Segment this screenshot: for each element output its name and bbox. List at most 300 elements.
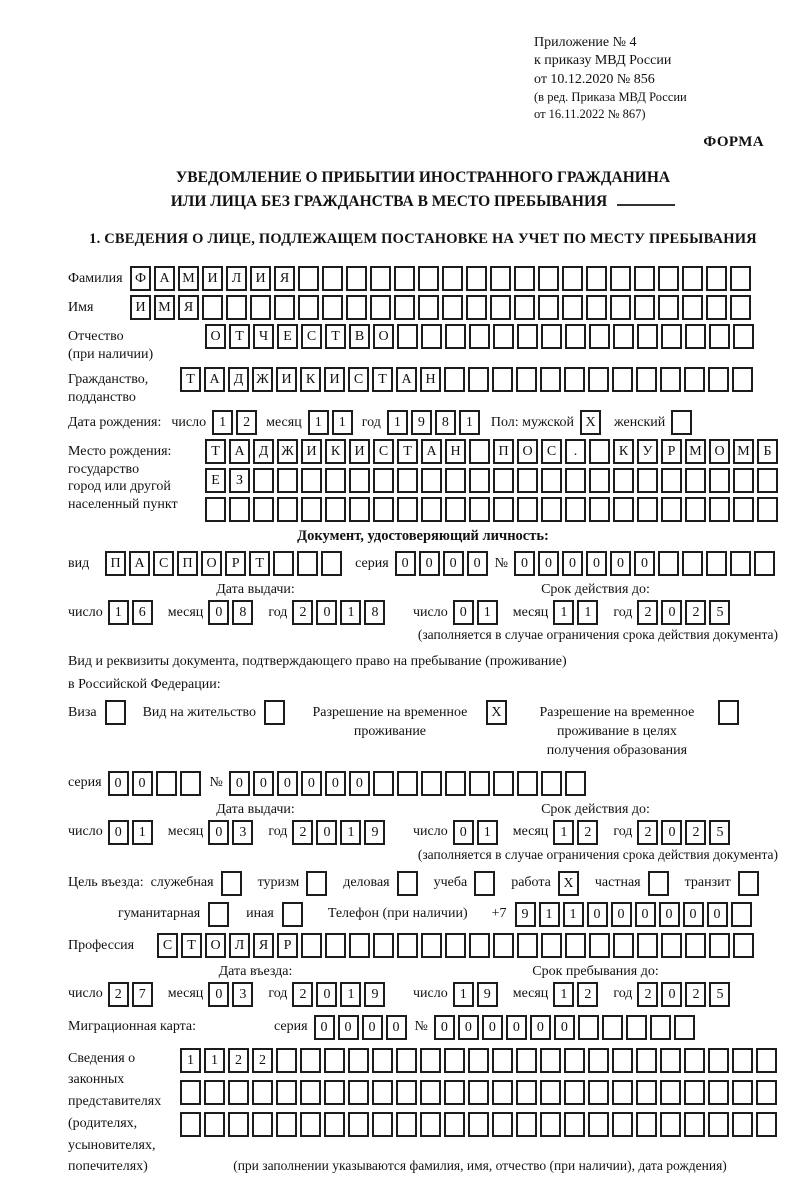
char-cell[interactable]: [492, 1048, 513, 1073]
char-cell[interactable]: С: [153, 551, 174, 576]
char-cell[interactable]: 1: [477, 600, 498, 625]
char-cell[interactable]: 0: [453, 820, 474, 845]
char-cell[interactable]: [562, 295, 583, 320]
char-cell[interactable]: [517, 933, 538, 958]
char-cell[interactable]: Л: [226, 266, 247, 291]
char-cell[interactable]: [252, 1112, 273, 1137]
char-cell[interactable]: [301, 497, 322, 522]
char-cell[interactable]: [469, 497, 490, 522]
char-cell[interactable]: [517, 771, 538, 796]
char-cell[interactable]: [613, 324, 634, 349]
char-cell[interactable]: [588, 1112, 609, 1137]
char-cell[interactable]: [682, 551, 703, 576]
char-cell[interactable]: 2: [108, 982, 129, 1007]
char-cell[interactable]: [468, 367, 489, 392]
char-cell[interactable]: Ч: [253, 324, 274, 349]
char-cell[interactable]: Т: [249, 551, 270, 576]
char-cell[interactable]: [684, 1048, 705, 1073]
char-cell[interactable]: 1: [553, 820, 574, 845]
char-cell[interactable]: 0: [395, 551, 416, 576]
char-cell[interactable]: [492, 1080, 513, 1105]
char-cell[interactable]: Е: [205, 468, 226, 493]
char-cell[interactable]: [565, 933, 586, 958]
char-cell[interactable]: 0: [707, 902, 728, 927]
char-cell[interactable]: [325, 468, 346, 493]
char-cell[interactable]: У: [637, 439, 658, 464]
char-cell[interactable]: 0: [562, 551, 583, 576]
char-cell[interactable]: [397, 871, 418, 896]
char-cell[interactable]: [626, 1015, 647, 1040]
char-cell[interactable]: [674, 1015, 695, 1040]
char-cell[interactable]: [493, 468, 514, 493]
char-cell[interactable]: [671, 410, 692, 435]
char-cell[interactable]: 1: [132, 820, 153, 845]
char-cell[interactable]: [421, 468, 442, 493]
char-cell[interactable]: 1: [553, 600, 574, 625]
char-cell[interactable]: 0: [635, 902, 656, 927]
char-cell[interactable]: [516, 1048, 537, 1073]
char-cell[interactable]: И: [301, 439, 322, 464]
char-cell[interactable]: 2: [577, 982, 598, 1007]
char-cell[interactable]: [373, 933, 394, 958]
char-cell[interactable]: 0: [587, 902, 608, 927]
char-cell[interactable]: [634, 295, 655, 320]
char-cell[interactable]: Т: [229, 324, 250, 349]
char-cell[interactable]: 1: [387, 410, 408, 435]
char-cell[interactable]: [661, 933, 682, 958]
char-cell[interactable]: С: [373, 439, 394, 464]
char-cell[interactable]: 1: [340, 600, 361, 625]
char-cell[interactable]: [493, 497, 514, 522]
char-cell[interactable]: [756, 1048, 777, 1073]
char-cell[interactable]: И: [130, 295, 151, 320]
char-cell[interactable]: 0: [610, 551, 631, 576]
char-cell[interactable]: [228, 1080, 249, 1105]
char-cell[interactable]: Ж: [277, 439, 298, 464]
char-cell[interactable]: [370, 266, 391, 291]
char-cell[interactable]: [297, 551, 318, 576]
char-cell[interactable]: [541, 324, 562, 349]
char-cell[interactable]: [682, 266, 703, 291]
char-cell[interactable]: 0: [467, 551, 488, 576]
char-cell[interactable]: [516, 1080, 537, 1105]
char-cell[interactable]: [731, 902, 752, 927]
char-cell[interactable]: 9: [364, 820, 385, 845]
char-cell[interactable]: [397, 324, 418, 349]
char-cell[interactable]: [301, 933, 322, 958]
char-cell[interactable]: 0: [277, 771, 298, 796]
char-cell[interactable]: [517, 324, 538, 349]
char-cell[interactable]: 1: [212, 410, 233, 435]
char-cell[interactable]: 1: [453, 982, 474, 1007]
char-cell[interactable]: 0: [132, 771, 153, 796]
char-cell[interactable]: [706, 266, 727, 291]
char-cell[interactable]: [444, 1080, 465, 1105]
char-cell[interactable]: Т: [181, 933, 202, 958]
char-cell[interactable]: [564, 367, 585, 392]
char-cell[interactable]: 0: [208, 982, 229, 1007]
char-cell[interactable]: 2: [292, 820, 313, 845]
char-cell[interactable]: [468, 1112, 489, 1137]
char-cell[interactable]: [442, 295, 463, 320]
char-cell[interactable]: 1: [108, 600, 129, 625]
char-cell[interactable]: З: [229, 468, 250, 493]
char-cell[interactable]: [612, 367, 633, 392]
char-cell[interactable]: [445, 771, 466, 796]
char-cell[interactable]: [589, 497, 610, 522]
char-cell[interactable]: 3: [232, 820, 253, 845]
char-cell[interactable]: Я: [253, 933, 274, 958]
char-cell[interactable]: [564, 1048, 585, 1073]
char-cell[interactable]: [756, 1080, 777, 1105]
char-cell[interactable]: [636, 1112, 657, 1137]
char-cell[interactable]: 0: [443, 551, 464, 576]
char-cell[interactable]: 0: [349, 771, 370, 796]
char-cell[interactable]: 0: [386, 1015, 407, 1040]
char-cell[interactable]: 1: [332, 410, 353, 435]
char-cell[interactable]: И: [250, 266, 271, 291]
char-cell[interactable]: [708, 1048, 729, 1073]
char-cell[interactable]: П: [105, 551, 126, 576]
char-cell[interactable]: [637, 497, 658, 522]
char-cell[interactable]: [396, 1048, 417, 1073]
char-cell[interactable]: Н: [445, 439, 466, 464]
char-cell[interactable]: [610, 295, 631, 320]
char-cell[interactable]: [589, 933, 610, 958]
char-cell[interactable]: [733, 933, 754, 958]
char-cell[interactable]: 2: [252, 1048, 273, 1073]
char-cell[interactable]: [514, 266, 535, 291]
char-cell[interactable]: 0: [316, 820, 337, 845]
char-cell[interactable]: [565, 497, 586, 522]
char-cell[interactable]: 0: [301, 771, 322, 796]
char-cell[interactable]: [541, 933, 562, 958]
char-cell[interactable]: [277, 468, 298, 493]
char-cell[interactable]: 0: [514, 551, 535, 576]
char-cell[interactable]: [660, 367, 681, 392]
char-cell[interactable]: [442, 266, 463, 291]
char-cell[interactable]: [658, 295, 679, 320]
char-cell[interactable]: 9: [411, 410, 432, 435]
char-cell[interactable]: [493, 771, 514, 796]
char-cell[interactable]: [301, 468, 322, 493]
char-cell[interactable]: [490, 266, 511, 291]
char-cell[interactable]: 0: [314, 1015, 335, 1040]
char-cell[interactable]: 2: [637, 600, 658, 625]
char-cell[interactable]: 1: [577, 600, 598, 625]
char-cell[interactable]: О: [201, 551, 222, 576]
char-cell[interactable]: К: [300, 367, 321, 392]
char-cell[interactable]: X: [486, 700, 507, 725]
char-cell[interactable]: [276, 1080, 297, 1105]
char-cell[interactable]: Ж: [252, 367, 273, 392]
char-cell[interactable]: [589, 468, 610, 493]
char-cell[interactable]: [708, 1080, 729, 1105]
char-cell[interactable]: [421, 324, 442, 349]
char-cell[interactable]: 0: [538, 551, 559, 576]
char-cell[interactable]: [349, 468, 370, 493]
char-cell[interactable]: [490, 295, 511, 320]
char-cell[interactable]: И: [276, 367, 297, 392]
char-cell[interactable]: 2: [685, 600, 706, 625]
char-cell[interactable]: 9: [477, 982, 498, 1007]
char-cell[interactable]: О: [373, 324, 394, 349]
char-cell[interactable]: С: [348, 367, 369, 392]
char-cell[interactable]: [253, 497, 274, 522]
char-cell[interactable]: [444, 1112, 465, 1137]
char-cell[interactable]: [300, 1048, 321, 1073]
char-cell[interactable]: [540, 1080, 561, 1105]
char-cell[interactable]: [588, 367, 609, 392]
char-cell[interactable]: М: [154, 295, 175, 320]
char-cell[interactable]: 0: [661, 600, 682, 625]
char-cell[interactable]: П: [177, 551, 198, 576]
char-cell[interactable]: 9: [515, 902, 536, 927]
char-cell[interactable]: 2: [637, 820, 658, 845]
char-cell[interactable]: 8: [232, 600, 253, 625]
char-cell[interactable]: [733, 497, 754, 522]
char-cell[interactable]: [540, 1112, 561, 1137]
char-cell[interactable]: [221, 871, 242, 896]
char-cell[interactable]: [300, 1112, 321, 1137]
char-cell[interactable]: [469, 933, 490, 958]
char-cell[interactable]: 0: [253, 771, 274, 796]
char-cell[interactable]: С: [301, 324, 322, 349]
char-cell[interactable]: Т: [372, 367, 393, 392]
char-cell[interactable]: [253, 468, 274, 493]
char-cell[interactable]: [394, 266, 415, 291]
char-cell[interactable]: [660, 1080, 681, 1105]
char-cell[interactable]: [610, 266, 631, 291]
char-cell[interactable]: [586, 266, 607, 291]
char-cell[interactable]: Я: [178, 295, 199, 320]
char-cell[interactable]: [229, 497, 250, 522]
char-cell[interactable]: [250, 295, 271, 320]
char-cell[interactable]: [228, 1112, 249, 1137]
char-cell[interactable]: 1: [553, 982, 574, 1007]
char-cell[interactable]: Д: [253, 439, 274, 464]
char-cell[interactable]: [180, 1112, 201, 1137]
char-cell[interactable]: [421, 771, 442, 796]
char-cell[interactable]: С: [157, 933, 178, 958]
char-cell[interactable]: [658, 266, 679, 291]
char-cell[interactable]: [492, 367, 513, 392]
char-cell[interactable]: [718, 700, 739, 725]
char-cell[interactable]: В: [349, 324, 370, 349]
char-cell[interactable]: 0: [108, 820, 129, 845]
char-cell[interactable]: [466, 295, 487, 320]
char-cell[interactable]: [565, 771, 586, 796]
char-cell[interactable]: 1: [477, 820, 498, 845]
char-cell[interactable]: А: [204, 367, 225, 392]
char-cell[interactable]: 1: [340, 820, 361, 845]
char-cell[interactable]: [637, 933, 658, 958]
char-cell[interactable]: [298, 266, 319, 291]
char-cell[interactable]: 8: [435, 410, 456, 435]
char-cell[interactable]: [612, 1112, 633, 1137]
char-cell[interactable]: 0: [554, 1015, 575, 1040]
char-cell[interactable]: А: [154, 266, 175, 291]
char-cell[interactable]: [661, 468, 682, 493]
char-cell[interactable]: [349, 933, 370, 958]
char-cell[interactable]: [730, 295, 751, 320]
char-cell[interactable]: [276, 1048, 297, 1073]
char-cell[interactable]: 0: [208, 600, 229, 625]
char-cell[interactable]: [370, 295, 391, 320]
char-cell[interactable]: Н: [420, 367, 441, 392]
char-cell[interactable]: 2: [292, 600, 313, 625]
char-cell[interactable]: [373, 771, 394, 796]
char-cell[interactable]: [445, 468, 466, 493]
char-cell[interactable]: [709, 497, 730, 522]
char-cell[interactable]: [733, 324, 754, 349]
char-cell[interactable]: [373, 468, 394, 493]
char-cell[interactable]: [684, 1080, 705, 1105]
char-cell[interactable]: 2: [236, 410, 257, 435]
char-cell[interactable]: [634, 266, 655, 291]
char-cell[interactable]: [588, 1080, 609, 1105]
char-cell[interactable]: [346, 266, 367, 291]
char-cell[interactable]: [538, 295, 559, 320]
char-cell[interactable]: [444, 1048, 465, 1073]
char-cell[interactable]: 0: [316, 982, 337, 1007]
char-cell[interactable]: [612, 1048, 633, 1073]
char-cell[interactable]: Б: [757, 439, 778, 464]
char-cell[interactable]: [588, 1048, 609, 1073]
char-cell[interactable]: 2: [685, 820, 706, 845]
char-cell[interactable]: [738, 871, 759, 896]
char-cell[interactable]: [420, 1112, 441, 1137]
char-cell[interactable]: [493, 933, 514, 958]
char-cell[interactable]: [372, 1112, 393, 1137]
char-cell[interactable]: [324, 1048, 345, 1073]
char-cell[interactable]: [732, 367, 753, 392]
char-cell[interactable]: 2: [292, 982, 313, 1007]
char-cell[interactable]: [516, 1112, 537, 1137]
char-cell[interactable]: [298, 295, 319, 320]
char-cell[interactable]: [396, 1112, 417, 1137]
char-cell[interactable]: [709, 468, 730, 493]
char-cell[interactable]: [612, 1080, 633, 1105]
char-cell[interactable]: [708, 367, 729, 392]
char-cell[interactable]: Р: [277, 933, 298, 958]
char-cell[interactable]: [757, 468, 778, 493]
char-cell[interactable]: 0: [634, 551, 655, 576]
char-cell[interactable]: 0: [659, 902, 680, 927]
char-cell[interactable]: [661, 497, 682, 522]
char-cell[interactable]: [756, 1112, 777, 1137]
char-cell[interactable]: [636, 1048, 657, 1073]
char-cell[interactable]: [564, 1112, 585, 1137]
char-cell[interactable]: 0: [683, 902, 704, 927]
char-cell[interactable]: [282, 902, 303, 927]
char-cell[interactable]: [277, 497, 298, 522]
char-cell[interactable]: Я: [274, 266, 295, 291]
char-cell[interactable]: [658, 551, 679, 576]
char-cell[interactable]: [321, 551, 342, 576]
char-cell[interactable]: .: [565, 439, 586, 464]
char-cell[interactable]: 3: [232, 982, 253, 1007]
char-cell[interactable]: [538, 266, 559, 291]
char-cell[interactable]: [276, 1112, 297, 1137]
char-cell[interactable]: [466, 266, 487, 291]
char-cell[interactable]: [325, 933, 346, 958]
char-cell[interactable]: 0: [325, 771, 346, 796]
char-cell[interactable]: [273, 551, 294, 576]
char-cell[interactable]: [469, 771, 490, 796]
char-cell[interactable]: [517, 468, 538, 493]
char-cell[interactable]: [648, 871, 669, 896]
char-cell[interactable]: 0: [661, 982, 682, 1007]
char-cell[interactable]: 1: [180, 1048, 201, 1073]
char-cell[interactable]: К: [613, 439, 634, 464]
char-cell[interactable]: 1: [539, 902, 560, 927]
char-cell[interactable]: Т: [325, 324, 346, 349]
char-cell[interactable]: 0: [362, 1015, 383, 1040]
char-cell[interactable]: [445, 933, 466, 958]
char-cell[interactable]: [324, 1112, 345, 1137]
char-cell[interactable]: 0: [661, 820, 682, 845]
char-cell[interactable]: 0: [229, 771, 250, 796]
char-cell[interactable]: [562, 266, 583, 291]
char-cell[interactable]: 0: [316, 600, 337, 625]
char-cell[interactable]: [517, 497, 538, 522]
char-cell[interactable]: [685, 468, 706, 493]
char-cell[interactable]: [709, 933, 730, 958]
char-cell[interactable]: 5: [709, 820, 730, 845]
char-cell[interactable]: 1: [340, 982, 361, 1007]
char-cell[interactable]: [685, 324, 706, 349]
char-cell[interactable]: [421, 497, 442, 522]
char-cell[interactable]: [372, 1080, 393, 1105]
char-cell[interactable]: Т: [397, 439, 418, 464]
char-cell[interactable]: [613, 497, 634, 522]
char-cell[interactable]: [650, 1015, 671, 1040]
char-cell[interactable]: [602, 1015, 623, 1040]
char-cell[interactable]: Д: [228, 367, 249, 392]
char-cell[interactable]: [204, 1112, 225, 1137]
char-cell[interactable]: М: [733, 439, 754, 464]
char-cell[interactable]: [564, 1080, 585, 1105]
char-cell[interactable]: [421, 933, 442, 958]
char-cell[interactable]: 0: [108, 771, 129, 796]
char-cell[interactable]: 5: [709, 982, 730, 1007]
char-cell[interactable]: [325, 497, 346, 522]
char-cell[interactable]: [682, 295, 703, 320]
char-cell[interactable]: С: [541, 439, 562, 464]
char-cell[interactable]: [397, 468, 418, 493]
char-cell[interactable]: А: [229, 439, 250, 464]
char-cell[interactable]: 8: [364, 600, 385, 625]
char-cell[interactable]: [418, 295, 439, 320]
char-cell[interactable]: [754, 551, 775, 576]
char-cell[interactable]: 0: [419, 551, 440, 576]
char-cell[interactable]: 7: [132, 982, 153, 1007]
char-cell[interactable]: [661, 324, 682, 349]
char-cell[interactable]: Т: [180, 367, 201, 392]
char-cell[interactable]: Т: [205, 439, 226, 464]
char-cell[interactable]: М: [178, 266, 199, 291]
char-cell[interactable]: [492, 1112, 513, 1137]
char-cell[interactable]: К: [325, 439, 346, 464]
char-cell[interactable]: 0: [208, 820, 229, 845]
char-cell[interactable]: 0: [338, 1015, 359, 1040]
char-cell[interactable]: [541, 497, 562, 522]
char-cell[interactable]: [418, 266, 439, 291]
char-cell[interactable]: 0: [530, 1015, 551, 1040]
char-cell[interactable]: [348, 1112, 369, 1137]
char-cell[interactable]: [346, 295, 367, 320]
